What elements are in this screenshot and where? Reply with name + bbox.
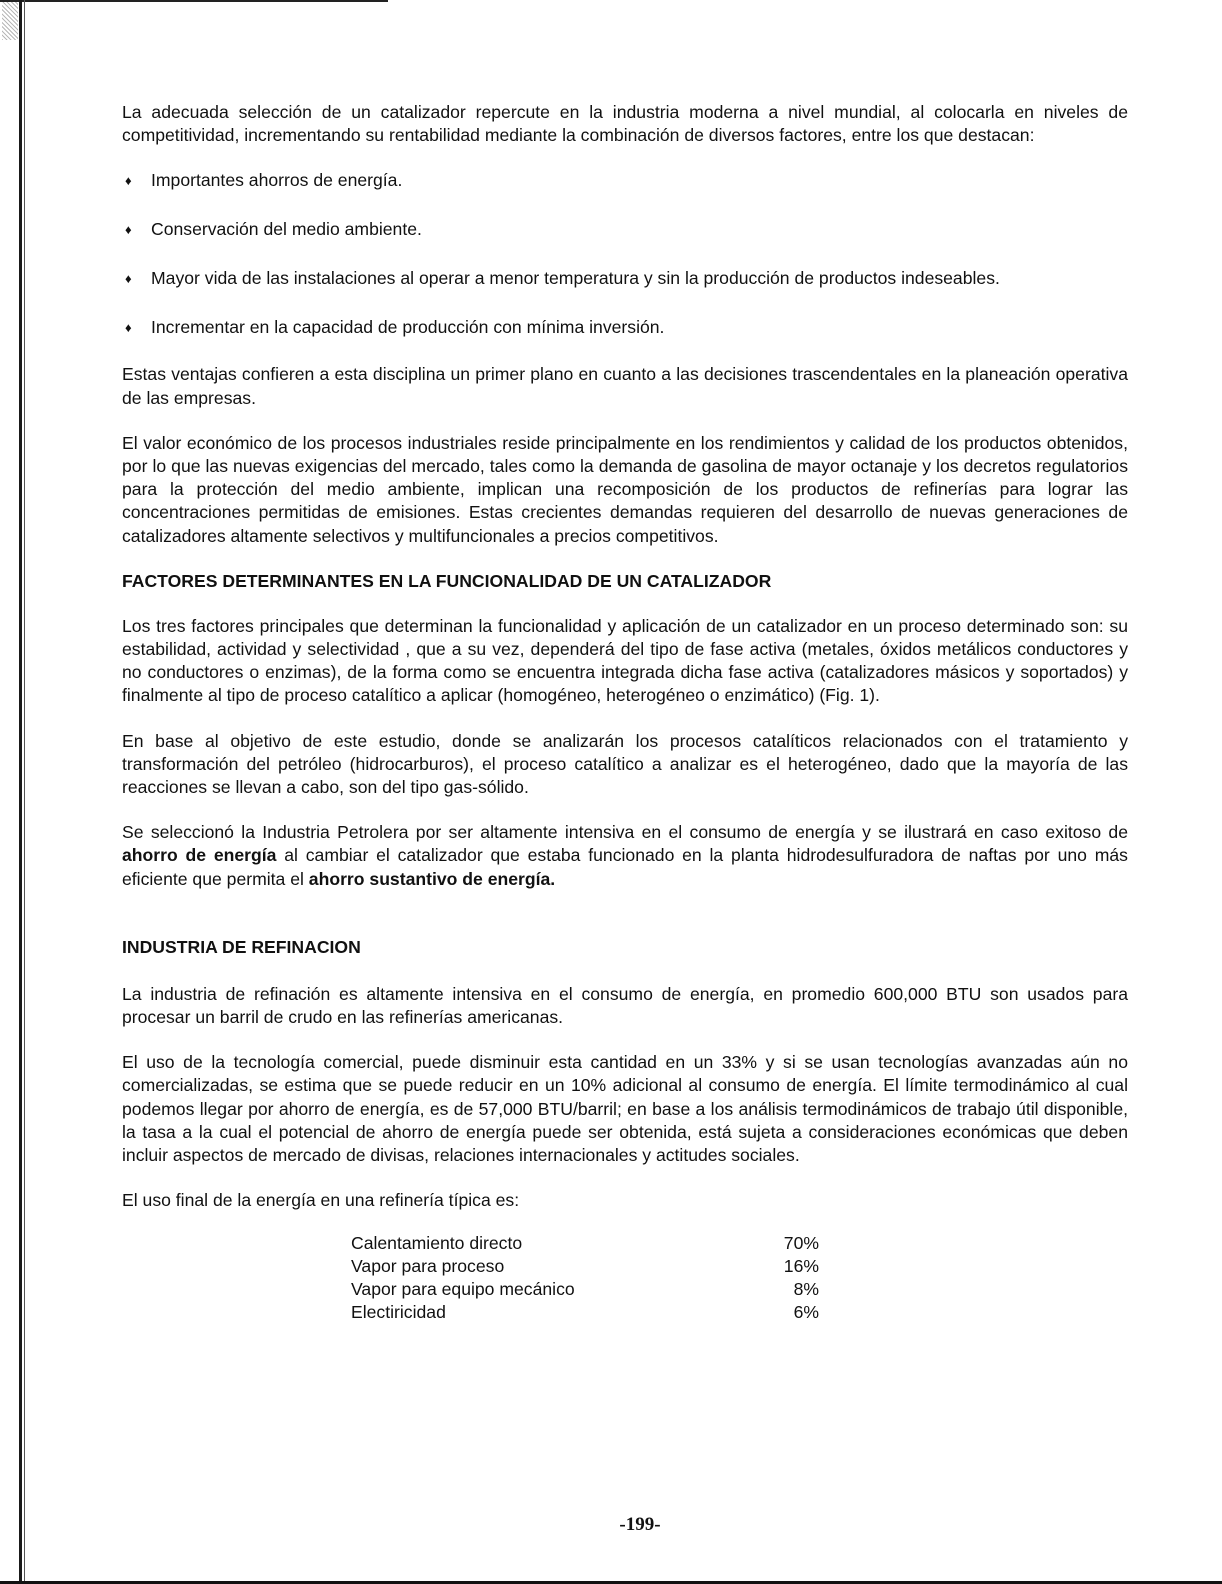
diamond-bullet-icon: ♦ xyxy=(125,271,132,287)
paragraph-valor-economico: El valor económico de los procesos industriales reside principalmente en los rendimientos y calidad de los productos obtenidos, por lo que las nuevas exigencias del mercado, tales como la demanda de gasolina de mayor octanaje y los decretos regulatorios para la protección del medio ambiente, implican una recomposición de los productos de refinerías para lograr las concentraciones permitidas de emisiones. Estas crecientes demandas requieren del desarrollo de nuevas generaciones de catalizadores altamente selectivos y multifuncionales a precios competitivos. xyxy=(122,432,1128,546)
paragraph-seleccion: Se seleccionó la Industria Petrolera por ser altamente intensiva en el consumo de energía y se ilustrará en caso exitoso de ahorro de energía al cambiar el catalizador que estaba funcionado en la planta hidrodesulfuradora de naftas por uno más eficiente que permita el ahorro sustantivo de energía. xyxy=(122,822,1128,889)
paragraph-refinacion: La industria de refinación es altamente intensiva en el consumo de energía, en promedio 600,000 BTU son usados para procesar un barril de crudo en las refinerías americanas. xyxy=(122,983,1128,1028)
scan-edge-left-inner xyxy=(24,0,25,1584)
emphasis-ahorro-energia: ahorro de energía xyxy=(122,845,277,866)
energy-use-table xyxy=(351,1232,819,1324)
table-row: Calentamiento directo 70% xyxy=(351,1233,819,1254)
diamond-bullet-icon: ♦ xyxy=(125,173,132,189)
section-heading-refinacion: INDUSTRIA DE REFINACION xyxy=(122,936,361,957)
list-item: ♦ Mayor vida de las instalaciones al operar a menor temperatura y sin la producción de productos indeseables. xyxy=(122,267,1128,290)
paragraph-ventajas: Estas ventajas confieren a esta disciplina un primer plano en cuanto a las decisiones trascendentales en la planeación operativa de las empresas. xyxy=(122,364,1128,408)
page-number: -199- xyxy=(619,1514,661,1535)
paragraph-base: En base al objetivo de este estudio, donde se analizarán los procesos catalíticos relacionados con el tratamiento y transformación del petróleo (hidrocarburos), el proceso catalítico a analizar es el heterogéneo, dado que la mayoría de las reacciones se llevan a cabo, son del tipo gas-sólido. xyxy=(122,730,1128,798)
paragraph-tecnologia: El uso de la tecnología comercial, puede disminuir esta cantidad en un 33% y si se usan tecnologías avanzadas aún no comercializadas, se estima que se puede reducir en un 10% adicional al consumo de energía. El límite termodinámico al cual podemos llegar por ahorro de energía, es de 57,000 BTU/barril; en base a los análisis termodinámicos de trabajo útil disponible, la tasa a la cual el potencial de ahorro de energía puede ser obtenida, está sujeta a consideraciones económicas que deben incluir aspectos de mercado de divisas, relaciones internacionales y actitudes sociales. xyxy=(122,1052,1128,1166)
diamond-bullet-icon: ♦ xyxy=(125,222,132,238)
table-row: Vapor para equipo mecánico 8% xyxy=(351,1279,819,1300)
document-body xyxy=(122,101,1128,1324)
diamond-bullet-icon: ♦ xyxy=(125,320,132,336)
emphasis-ahorro-sustantivo: ahorro sustantivo de energía. xyxy=(308,868,556,889)
paragraph-factores: Los tres factores principales que determinan la funcionalidad y aplicación de un catalizador en un proceso determinado son: su estabilidad, actividad y selectividad , que a su vez, dependerá del tipo de fase activa (metales, óxidos metálicos conductores y no conductores o enzimas), de la forma como se encuentra integrada dicha fase activa (catalizadores másicos y soportados) y finalmente al tipo de proceso catalítico a aplicar (homogéneo, heterogéneo o enzimático) (Fig. 1). xyxy=(122,615,1128,706)
table-row: Vapor para proceso 16% xyxy=(351,1256,819,1277)
scan-edge-top xyxy=(0,0,388,2)
list-item: ♦ Conservación del medio ambiente. xyxy=(122,218,1128,241)
paragraph-intro: La adecuada selección de un catalizador repercute en la industria moderna a nivel mundial, al colocarla en niveles de competitividad, incrementando su rentabilidad mediante la combinación de diversos factores, entre los que destacan: xyxy=(122,102,1128,146)
table-row: Electiricidad 6% xyxy=(351,1302,819,1323)
list-item: ♦ Importantes ahorros de energía. xyxy=(122,169,1128,192)
scan-artifact xyxy=(2,0,18,40)
paragraph-uso-final: El uso final de la energía en una refinería típica es: xyxy=(122,1190,520,1211)
list-item: ♦ Incrementar en la capacidad de producción con mínima inversión. xyxy=(122,316,1128,339)
section-heading-factores: FACTORES DETERMINANTES EN LA FUNCIONALIDAD DE UN CATALIZADOR xyxy=(122,570,772,591)
scan-edge-left xyxy=(19,0,22,1584)
benefits-list xyxy=(122,169,1128,339)
